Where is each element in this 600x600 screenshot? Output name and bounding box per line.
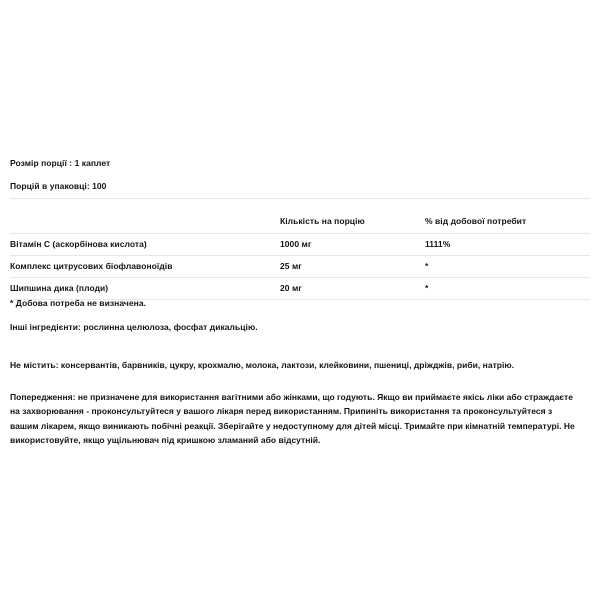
ingredient-daily-value: * (425, 278, 590, 300)
table-row (10, 278, 590, 300)
table-body (10, 234, 590, 300)
footnotes-block (10, 298, 590, 333)
other-ingredients-text: Інші інгредієнти: рослинна целюлоза, фосфат дикальцію. (10, 322, 258, 332)
warning-text: Попередження: не призначене для використання вагітними або жінками, що годують. Якщо ви приймаєте якісь ліки або страждаєте на захворювання - проконсультуйтеся у вашого лікаря перед використанням. Припиніть використання та проконсультуйтеся з вашим лікарем, якщо виникають побічні реакції. Зберігайте у недоступному для дітей місці. Тримайте при кімнатній температурі. Не використовуйте, якщо ущільнювач під кришкою зламаний або відсутній. (10, 391, 575, 445)
ingredient-amount: 25 мг (280, 256, 425, 278)
ingredient-name: Комплекс цитрусових біофлавоноїдів (10, 256, 280, 278)
ingredient-daily-value: * (425, 256, 590, 278)
nutrition-facts-table (10, 198, 590, 300)
ingredient-name: Вітамін С (аскорбінова кислота) (10, 234, 280, 256)
ingredient-amount: 1000 мг (280, 234, 425, 256)
column-header-amount-per-serving: Кількість на порцію (280, 199, 425, 234)
column-header-percent-daily-value: % від добової потребит (425, 199, 590, 234)
serving-info-block (10, 158, 590, 192)
column-header-ingredient (10, 199, 280, 234)
servings-per-container-text: Порцій в упаковці: 100 (10, 181, 107, 191)
table-row (10, 234, 590, 256)
table-row (10, 256, 590, 278)
table-header-row (10, 199, 590, 234)
serving-size-text: Розмір порції : 1 каплет (10, 158, 111, 168)
ingredient-name: Шипшина дика (плоди) (10, 278, 280, 300)
table-header (10, 199, 590, 234)
free-from-allergens-text: Не містить: консервантів, барвників, цукру, крохмалю, молока, лактози, клейковини, пшениці, дріжджів, риби, натрію. (10, 359, 515, 370)
daily-value-footnote: * Добова потреба не визначена. (10, 298, 147, 308)
ingredient-amount: 20 мг (280, 278, 425, 300)
ingredient-daily-value: 1111% (425, 234, 590, 256)
